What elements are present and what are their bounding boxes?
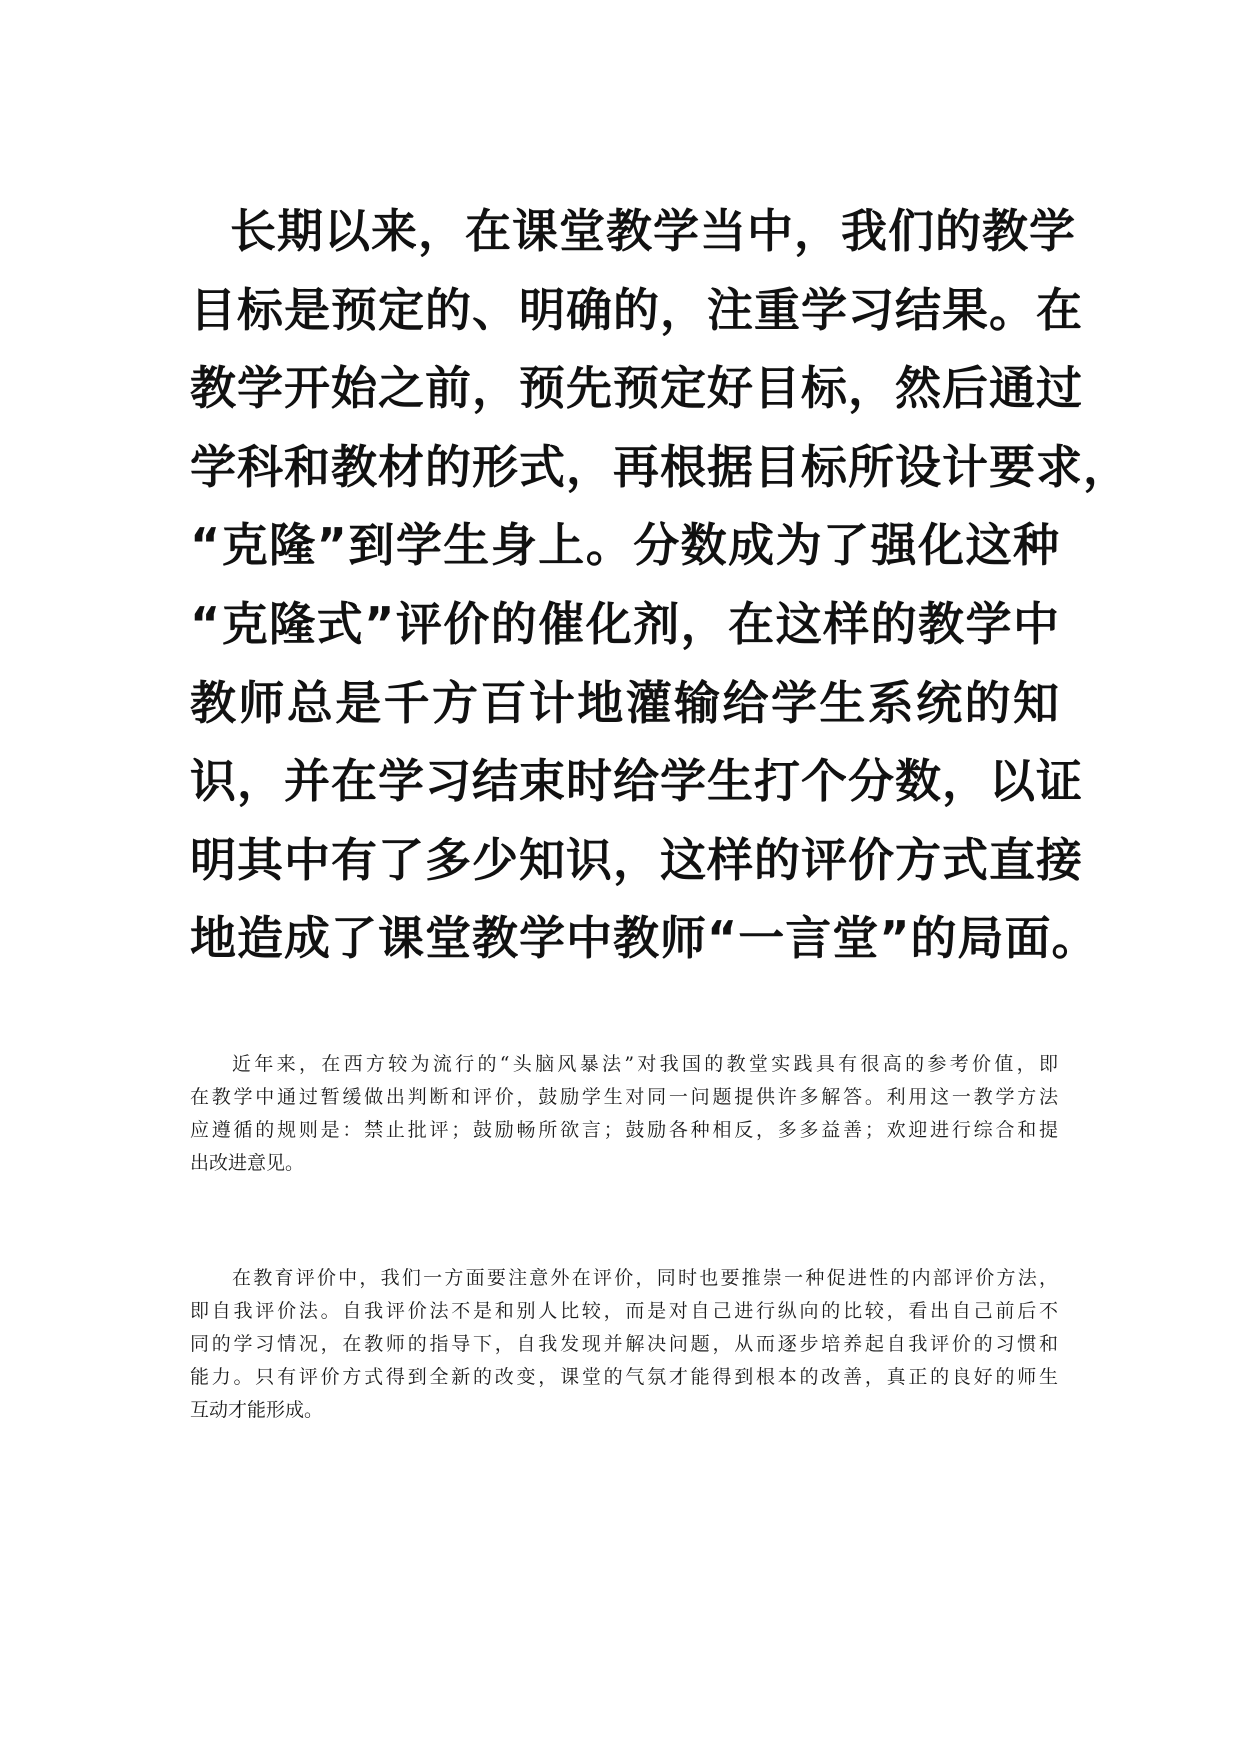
lead-line: 识，并在学习结束时给学生打个分数，以证	[190, 754, 1083, 809]
lead-line: 地造成了课堂教学中教师“一言堂”的局面。	[190, 911, 1099, 966]
lead-line: 长期以来，在课堂教学当中，我们的教学	[230, 204, 1076, 258]
lead-line: 明其中有了多少知识，这样的评价方式直接	[190, 832, 1083, 887]
paragraph-line: 即自我评价法。自我评价法不是和别人比较，而是对自己进行纵向的比较，看出自己前后不	[190, 1300, 1058, 1322]
lead-line: “克隆式”评价的催化剂，在这样的教学中	[190, 596, 1060, 651]
lead-line: 教学开始之前，预先预定好目标，然后通过	[190, 361, 1083, 416]
self-evaluation-paragraph	[190, 1262, 1058, 1427]
lead-line: 学科和教材的形式，再根据目标所设计要求，	[190, 439, 1130, 494]
paragraph-line: 出改进意见。	[190, 1152, 305, 1174]
lead-line: 目标是预定的、明确的，注重学习结果。在	[190, 282, 1083, 337]
paragraph-line: 近年来，在西方较为流行的“头脑风暴法”对我国的教堂实践具有很高的参考价值，即	[232, 1053, 1058, 1075]
lead-line: 教师总是千方百计地灌输给学生系统的知	[190, 675, 1060, 730]
paragraph-line: 在教学中通过暂缓做出判断和评价，鼓励学生对同一问题提供许多解答。利用这一教学方法	[190, 1086, 1058, 1108]
paragraph-line: 应遵循的规则是：禁止批评；鼓励畅所欲言；鼓励各种相反，多多益善；欢迎进行综合和提	[190, 1119, 1058, 1141]
paragraph-line: 能力。只有评价方式得到全新的改变，课堂的气氛才能得到根本的改善，真正的良好的师生	[190, 1366, 1058, 1388]
paragraph-line: 互动才能形成。	[190, 1399, 324, 1421]
lead-line: “克隆”到学生身上。分数成为了强化这种	[190, 518, 1060, 573]
paragraph-line: 同的学习情况，在教师的指导下，自我发现并解决问题，从而逐步培养起自我评价的习惯和	[190, 1333, 1058, 1355]
brainstorming-paragraph	[190, 1048, 1058, 1180]
paragraph-line: 在教育评价中，我们一方面要注意外在评价，同时也要推崇一种促进性的内部评价方法，	[232, 1267, 1058, 1289]
lead-paragraph	[190, 192, 1130, 978]
